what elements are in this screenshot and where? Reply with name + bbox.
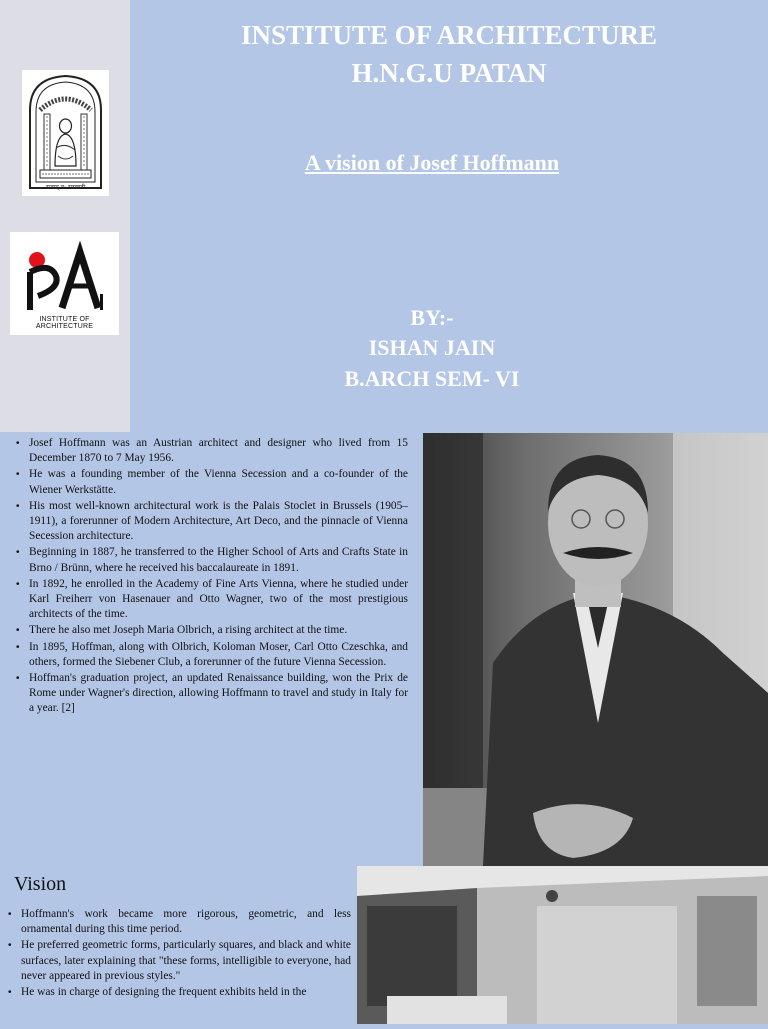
biography-list <box>13 436 408 718</box>
bio-item: • There he also met Joseph Maria Olbrich, a rising architect at the time. <box>13 623 408 638</box>
vision-item: • He was in charge of designing the frequent exhibits held in the <box>5 985 351 1000</box>
bio-item: • Hoffman's graduation project, an updated Renaissance building, won the Prix de Rome under Wagner's direction, allowing Hoffmann to travel and study in Italy for a year. [2] <box>13 671 408 717</box>
university-motto: सत्यम् न: सरस्वती <box>45 184 86 191</box>
vision-item: • He preferred geometric forms, particularly squares, and black and white surfaces, later explaining that "these forms, intelligible to everyone, had never appeared in previous styles." <box>5 938 351 984</box>
institute-logo-text: INSTITUTE OF ARCHITECTURE <box>35 316 94 330</box>
institute-logo <box>10 232 119 335</box>
by-label: BY:- <box>410 305 454 330</box>
bio-item: • In 1895, Hoffman, along with Olbrich, Koloman Moser, Carl Otto Czeschka, and others, formed the Siebener Club, a forerunner of the future Vienna Secession. <box>13 640 408 670</box>
bio-item: • In 1892, he enrolled in the Academy of Fine Arts Vienna, where he studied under Karl Freiherr von Hasenauer and Otto Wagner, two of the most prestigious architects of the time. <box>13 577 408 623</box>
university-logo <box>22 70 109 196</box>
vision-item: • Hoffmann's work became more rigorous, geometric, and less ornamental during this time period. <box>5 907 351 937</box>
vision-heading: Vision <box>14 873 67 895</box>
vision-list <box>5 907 351 1001</box>
bio-item: • He was a founding member of the Vienna Secession and a co-founder of the Wiener Werkstätte. <box>13 467 408 497</box>
author-name: ISHAN JAIN <box>368 335 496 360</box>
author-course: B.ARCH SEM- VI <box>344 366 520 391</box>
interior-photo <box>357 866 768 1024</box>
left-logo-panel <box>0 0 130 432</box>
institute-title: INSTITUTE OF ARCHITECTURE <box>240 20 658 50</box>
bio-item: • Josef Hoffmann was an Austrian architect and designer who lived from 15 December 1870 to 7 May 1956. <box>13 436 408 466</box>
presentation-subtitle: A vision of Josef Hoffmann <box>304 150 560 175</box>
bio-item: • His most well-known architectural work is the Palais Stoclet in Brussels (1905–1911), a forerunner of Modern Architecture, Art Deco, and the pinnacle of Vienna Secession architecture. <box>13 499 408 545</box>
bio-item: • Beginning in 1887, he transferred to the Higher School of Arts and Crafts State in Brno / Brünn, where he received his baccalaureate in 1891. <box>13 545 408 575</box>
university-title: H.N.G.U PATAN <box>351 58 547 88</box>
hoffmann-portrait-photo <box>423 433 768 866</box>
